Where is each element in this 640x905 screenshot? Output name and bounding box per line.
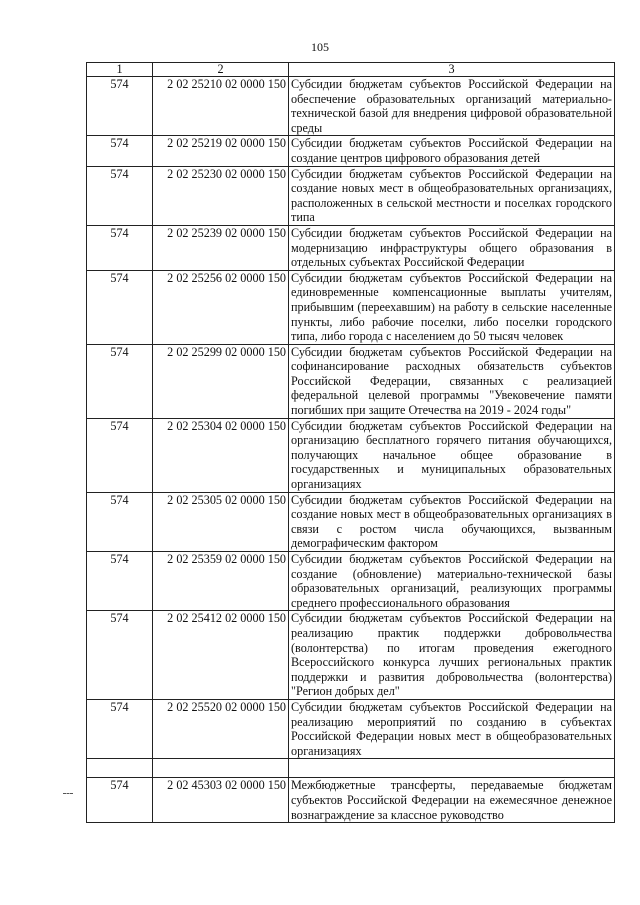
revenue-code-cell: 2 02 25359 02 0000 150 [153,552,289,611]
column-header-2: 2 [153,63,289,77]
margin-mark [63,793,73,795]
revenue-code-cell: 2 02 25239 02 0000 150 [153,225,289,270]
table-row [87,225,615,270]
revenue-code-cell: 2 02 25520 02 0000 150 [153,699,289,758]
admin-code-cell: 574 [87,492,153,551]
revenue-code-cell: 2 02 25219 02 0000 150 [153,136,289,166]
admin-code-cell: 574 [87,778,153,823]
description-cell: Субсидии бюджетам субъектов Российской Федерации на организацию бесплатного горячего питания обучающихся, получающих начальное общее образование в государственных и муниципальных образовательных организациях [289,418,615,492]
column-header-1: 1 [87,63,153,77]
description-cell: Субсидии бюджетам субъектов Российской Федерации на реализацию практик поддержки добровольчества (волонтерства) по итогам проведения ежегодного Всероссийского конкурса лучших региональных практик поддержки и развития добровольчества (волонтерства) "Регион добрых дел" [289,611,615,700]
table-row [87,77,615,136]
admin-code-cell: 574 [87,611,153,700]
column-header-3: 3 [289,63,615,77]
admin-code-cell: 574 [87,270,153,344]
table-row [87,552,615,611]
admin-code-cell: 574 [87,225,153,270]
table-row [87,492,615,551]
admin-code-cell: 574 [87,552,153,611]
description-cell: Субсидии бюджетам субъектов Российской Федерации на обеспечение образовательных организаций материально-технической базой для внедрения цифровой образовательной среды [289,77,615,136]
revenue-code-cell: 2 02 25304 02 0000 150 [153,418,289,492]
description-cell: Субсидии бюджетам субъектов Российской Федерации на реализацию мероприятий по созданию в субъектах Российской Федерации новых мест в общеобразовательных организациях [289,699,615,758]
table-row [87,778,615,823]
description-cell: Субсидии бюджетам субъектов Российской Федерации на создание новых мест в общеобразовательных организациях в связи с ростом числа обучающихся, вызванным демографическим фактором [289,492,615,551]
description-cell: Субсидии бюджетам субъектов Российской Федерации на единовременные компенсационные выплаты учителям, прибывшим (переехавшим) на работу в сельские населенные пункты, либо рабочие поселки, либо поселки городского типа, либо города с населением до 50 тысяч человек [289,270,615,344]
admin-code-cell: 574 [87,699,153,758]
table-header-row [87,63,615,77]
description-cell: Субсидии бюджетам субъектов Российской Федерации на создание (обновление) материально-технической базы образовательных организаций, реализующих программы среднего профессионального образования [289,552,615,611]
table-row [87,611,615,700]
page-number: 105 [311,40,329,54]
admin-code-cell: 574 [87,136,153,166]
revenue-code-cell: 2 02 25299 02 0000 150 [153,344,289,418]
revenue-code-cell: 2 02 25210 02 0000 150 [153,77,289,136]
description-cell: Субсидии бюджетам субъектов Российской Федерации на создание центров цифрового образования детей [289,136,615,166]
table-row [87,344,615,418]
table-row [87,270,615,344]
description-cell: Субсидии бюджетам субъектов Российской Федерации на модернизацию инфраструктуры общего образования в отдельных субъектах Российской Федерации [289,225,615,270]
description-cell: Субсидии бюджетам субъектов Российской Федерации на софинансирование расходных обязательств субъектов Российской Федерации, связанных с реализацией федеральной целевой программы "Увековечение памяти погибших при защите Отечества на 2019 - 2024 годы" [289,344,615,418]
table-row [87,699,615,758]
revenue-code-cell: 2 02 25256 02 0000 150 [153,270,289,344]
admin-code-cell: 574 [87,166,153,225]
table-row [87,166,615,225]
revenue-code-cell: 2 02 45303 02 0000 150 [153,778,289,823]
table-spacer-row [87,759,615,778]
admin-code-cell: 574 [87,77,153,136]
revenue-code-cell: 2 02 25412 02 0000 150 [153,611,289,700]
revenue-code-cell: 2 02 25305 02 0000 150 [153,492,289,551]
budget-revenue-table [86,62,615,823]
revenue-code-cell: 2 02 25230 02 0000 150 [153,166,289,225]
description-cell: Субсидии бюджетам субъектов Российской Федерации на создание новых мест в общеобразовательных организациях, расположенных в сельской местности и поселках городского типа [289,166,615,225]
table-row [87,418,615,492]
table-row [87,136,615,166]
admin-code-cell: 574 [87,418,153,492]
admin-code-cell: 574 [87,344,153,418]
description-cell: Межбюджетные трансферты, передаваемые бюджетам субъектов Российской Федерации на ежемесячное денежное вознаграждение за классное руководство [289,778,615,823]
